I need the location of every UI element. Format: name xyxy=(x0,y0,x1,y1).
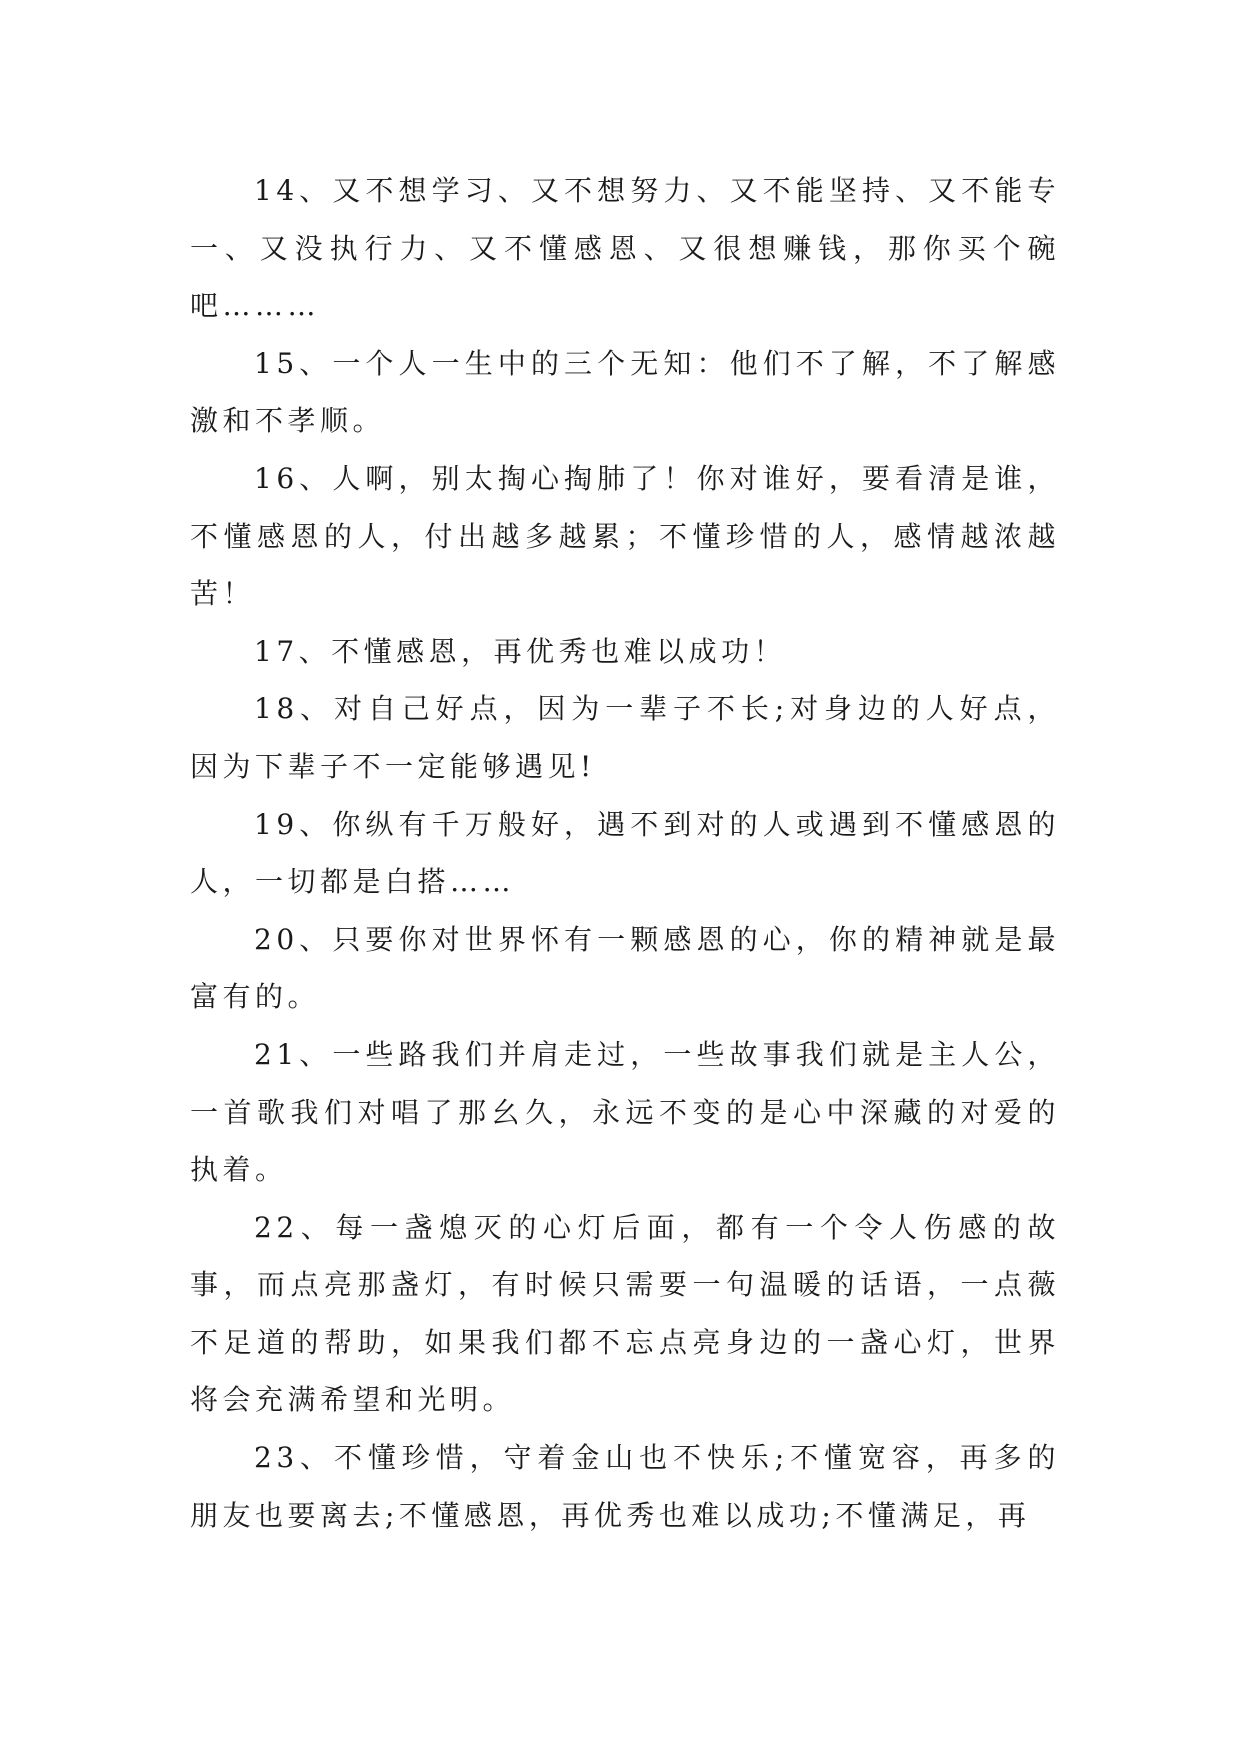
paragraph-18: 18、对自己好点，因为一辈子不长;对身边的人好点，因为下辈子不一定能够遇见! xyxy=(190,692,1060,783)
paragraph-14: 14、又不想学习、又不想努力、又不能坚持、又不能专一、又没执行力、又不懂感恩、又很想赚钱，那你买个碗吧……… xyxy=(190,174,1060,323)
document-body xyxy=(190,162,1060,1544)
paragraph-16: 16、人啊，别太掏心掏肺了！你对谁好，要看清是谁，不懂感恩的人，付出越多越累；不懂珍惜的人，感情越浓越苦！ xyxy=(190,461,1060,611)
paragraph-21: 21、一些路我们并肩走过，一些故事我们就是主人公，一首歌我们对唱了那幺久，永远不变的是心中深藏的对爱的执着。 xyxy=(190,1037,1060,1187)
paragraph-22: 22、每一盏熄灭的心灯后面，都有一个令人伤感的故事，而点亮那盏灯，有时候只需要一句温暖的话语，一点薇不足道的帮助，如果我们都不忘点亮身边的一盏心灯，世界将会充满希望和光明。 xyxy=(190,1210,1060,1417)
paragraph-23: 23、不懂珍惜，守着金山也不快乐;不懂宽容，再多的朋友也要离去;不懂感恩，再优秀也难以成功;不懂满足，再 xyxy=(190,1441,1060,1532)
paragraph-19: 19、你纵有千万般好，遇不到对的人或遇到不懂感恩的人，一切都是白搭…… xyxy=(190,807,1060,899)
paragraph-20: 20、只要你对世界怀有一颗感恩的心，你的精神就是最富有的。 xyxy=(190,922,1060,1014)
paragraph-15: 15、一个人一生中的三个无知：他们不了解，不了解感激和不孝顺。 xyxy=(190,346,1060,438)
paragraph-17: 17、不懂感恩，再优秀也难以成功！ xyxy=(254,634,787,668)
